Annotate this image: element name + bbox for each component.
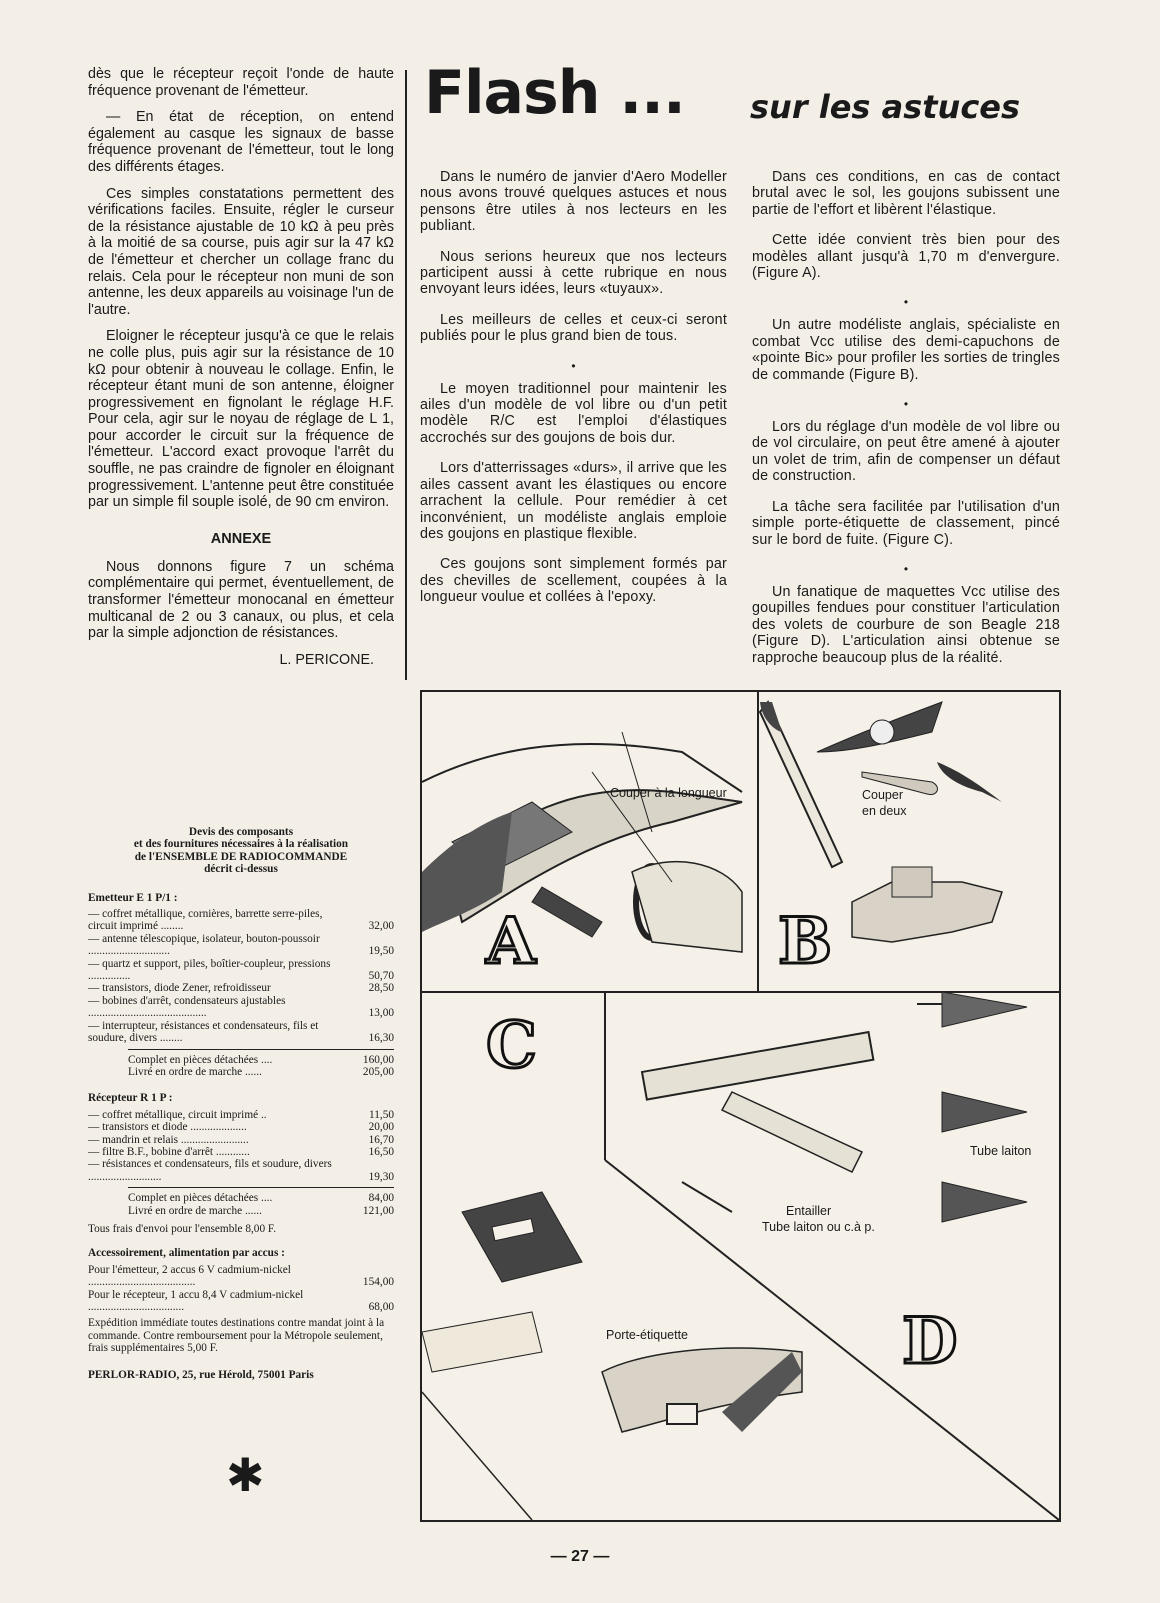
- price-row-value: 16,50: [368, 1145, 394, 1158]
- right-column: [752, 169, 1060, 680]
- annexe-text: Nous donnons figure 7 un schéma complémentaire qui permet, éventuellement, de transformer l'émetteur monocanal en émetteur multicanal de 2 ou 3 canaux, ou plus, et cela par la simple adjonction de résistances.: [88, 558, 394, 642]
- price-row-label: — interrupteur, résistances et condensateurs, fils et soudure, divers ........: [88, 1019, 319, 1045]
- bullet-separator: •: [903, 561, 909, 576]
- price-row-label: Complet en pièces détachées ....: [128, 1053, 273, 1066]
- title-main: Flash ...: [424, 58, 685, 128]
- total-rule: [128, 1049, 394, 1050]
- quote-heading-line: et des fournitures nécessaires à la réalisation: [133, 838, 349, 851]
- recepteur-totals: [88, 1192, 394, 1217]
- right-paragraph: Dans ces conditions, en cas de contact brutal avec le sol, les goujons subissent une partie de l'effort et libèrent l'élastique.: [752, 169, 1060, 218]
- price-row-value: 16,30: [368, 1032, 394, 1045]
- left-paragraph: dès que le récepteur reçoit l'onde de haute fréquence provenant de l'émetteur.: [88, 66, 394, 99]
- price-row-label: — transistors, diode Zener, refroidisseur: [88, 982, 271, 995]
- quote-heading-line: décrit ci-dessus: [204, 863, 278, 876]
- price-row-value: 11,50: [369, 1108, 394, 1121]
- parts-quote: [88, 826, 394, 1381]
- price-row: [88, 1264, 394, 1289]
- emetteur-totals: [88, 1054, 394, 1079]
- caption-couper: Couper: [862, 788, 903, 802]
- right-paragraph: Un autre modéliste anglais, spécialiste en combat Vcc utilise des demi-capuchons de «pointe Bic» pour profiler les sorties de tringles de commande (Figure B).: [752, 317, 1060, 383]
- figure-label-a: A: [486, 904, 536, 979]
- price-row: [88, 1289, 394, 1314]
- accus-items: [88, 1264, 394, 1314]
- mid-paragraph: Ces goujons sont simplement formés par des chevilles de scellement, coupées à la longueur voulue et collées à l'epoxy.: [420, 556, 727, 606]
- price-row-value: 32,00: [368, 920, 394, 933]
- price-row: [88, 1134, 394, 1146]
- annexe-title: ANNEXE: [210, 530, 272, 547]
- price-row: [88, 908, 394, 933]
- price-row: [88, 933, 394, 958]
- page-number: — 27 —: [550, 1548, 610, 1565]
- price-row-label: — résistances et condensateurs, fils et soudure, divers ..........................: [88, 1158, 332, 1183]
- recepteur-items: [88, 1109, 394, 1183]
- expedition-note: Expédition immédiate toutes destinations contre mandat joint à la commande. Contre remboursement pour la Métropole seulement, frais supplémentaires 5,00 F.: [88, 1317, 385, 1355]
- mid-paragraph: Lors d'atterrissages «durs», il arrive que les ailes cassent avant les élastiques ou encore arrachent la cellule. Pour remédier à cet inconvénient, un modéliste anglais emploie des goujons en plastique flexible.: [420, 460, 727, 542]
- middle-column: [420, 169, 727, 620]
- quote-heading-line: Devis des composants: [188, 826, 294, 838]
- price-row-value: 154,00: [362, 1276, 394, 1289]
- price-row-value: 16,70: [368, 1133, 394, 1146]
- bullet-separator: •: [903, 397, 909, 412]
- figure-c-drawing: [422, 1032, 873, 1372]
- recepteur-title: Récepteur R 1 P :: [88, 1092, 173, 1105]
- caption-entailler: Entailler: [786, 1204, 832, 1218]
- price-row-value: 50,70: [368, 970, 394, 983]
- figure-label-b: B: [778, 904, 833, 979]
- price-row: [88, 1109, 394, 1121]
- price-row-label: — mandrin et relais ........................: [88, 1133, 249, 1146]
- mid-paragraph: Les meilleurs de celles et ceux-ci seront publiés pour le plus grand bien de tous.: [420, 311, 727, 345]
- price-row-label: — antenne télescopique, isolateur, bouton-poussoir .............................: [88, 932, 320, 958]
- left-paragraph: Eloigner le récepteur jusqu'à ce que le relais ne colle plus, puis agir sur la résistance de 10 kΩ pour obtenir à nouveau le collage. Enfin, le récepteur étant muni de son antenne, éloigner progressivement en fignolant le réglage H.F. Pour cela, agir sur le noyau de réglage de L 1, pour accorder le circuit sur la fréquence de l'émetteur. L'accord exact provoque l'arrêt du souffle, ne pas craindre de fignoler en éloignant progressivement. L'antenne peut être constituée par un simple fil souple isolé, de 90 cm environ.: [88, 328, 394, 511]
- quote-heading: [88, 826, 394, 876]
- column-divider: [405, 70, 407, 680]
- figure-label-d: D: [902, 1304, 958, 1379]
- price-row-value: 84,00: [368, 1192, 394, 1205]
- price-row: [88, 995, 394, 1020]
- mid-paragraph: Le moyen traditionnel pour maintenir les ailes d'un modèle de vol libre ou d'un petit modèle R/C est l'emploi d'élastiques accrochés sur des goujons de bois dur.: [420, 380, 727, 446]
- mid-paragraph: Dans le numéro de janvier d'Aero Modeller nous avons trouvé quelques astuces et nous pensons être utiles à nos lecteurs en les publiant.: [420, 169, 727, 235]
- price-row-label: — filtre B.F., bobine d'arrêt ............: [88, 1145, 250, 1158]
- price-row-value: 68,00: [368, 1301, 394, 1313]
- price-row-label: — transistors et diode ....................: [88, 1121, 247, 1134]
- mid-paragraph: Nous serions heureux que nos lecteurs participent aussi à cette rubrique en nous envoyant leurs idées, leurs «tuyaux».: [420, 248, 727, 298]
- price-row: [88, 1192, 394, 1204]
- emetteur-items: [88, 908, 394, 1044]
- bullet-separator: •: [903, 295, 909, 310]
- price-row: [88, 1020, 394, 1045]
- caption-en-deux: en deux: [862, 804, 907, 818]
- price-row: [88, 1054, 394, 1066]
- price-row-label: Livré en ordre de marche ......: [128, 1204, 262, 1217]
- asterisk-ornament: ✱: [226, 1449, 265, 1501]
- total-rule: [128, 1187, 394, 1188]
- price-row: [88, 1205, 394, 1217]
- figure-a-drawing: [422, 732, 742, 952]
- price-row: [88, 1121, 394, 1133]
- price-row: [88, 958, 394, 983]
- left-column: [88, 66, 394, 668]
- right-paragraph: Un fanatique de maquettes Vcc utilise des goupilles fendues pour constituer l'articulation des volets de courbure de son Beagle 218 (Figure D). L'articulation ainsi obtenue se rapproche beaucoup plus de la réalité.: [752, 583, 1060, 666]
- emetteur-title: Emetteur E 1 P/1 :: [88, 891, 178, 904]
- price-row: [88, 982, 394, 994]
- price-row-value: 13,00: [368, 1007, 394, 1020]
- right-paragraph: Lors du réglage d'un modèle de vol libre ou de vol circulaire, on peut être amené à ajouter un volet de trim, afin de compenser un défaut de construction.: [752, 419, 1060, 485]
- quote-heading-line: de l'ENSEMBLE DE RADIOCOMMANDE: [134, 850, 348, 863]
- figures-panel: [420, 690, 1061, 1522]
- price-row-label: Pour le récepteur, 1 accu 8,4 V cadmium-nickel ..................................: [88, 1288, 304, 1313]
- price-row-value: 28,50: [368, 982, 394, 995]
- author-signature: L. PERICONE.: [279, 651, 374, 668]
- right-paragraph: Cette idée convient très bien pour des modèles allant jusqu'à 1,70 m d'envergure. (Figure A).: [752, 232, 1060, 282]
- perlor-address: PERLOR-RADIO, 25, rue Hérold, 75001 Paris: [88, 1368, 314, 1381]
- price-row-label: Livré en ordre de marche ......: [128, 1065, 262, 1078]
- figure-label-c: C: [486, 1008, 537, 1083]
- left-paragraph: — En état de réception, on entend également au casque les signaux de basse fréquence provenant de l'émetteur, tout le long des différents étages.: [88, 109, 394, 175]
- price-row-value: 19,30: [368, 1170, 394, 1183]
- price-row-label: Pour l'émetteur, 2 accus 6 V cadmium-nickel ......................................: [88, 1263, 291, 1289]
- left-paragraph: Ces simples constatations permettent des vérifications faciles. Ensuite, régler le curseur de la résistance ajustable de 10 kΩ à peu près à la moitié de sa course, puis agir sur la 47 kΩ de l'émetteur et chercher un collage franc du relais. Cela pour le récepteur non muni de son antenne, les deux appareils au voisinage l'un de l'autre.: [88, 185, 394, 318]
- price-row-value: 121,00: [362, 1204, 394, 1217]
- caption-tube-laiton: Tube laiton: [970, 1144, 1032, 1158]
- price-row-value: 160,00: [362, 1053, 394, 1066]
- price-row-value: 205,00: [362, 1065, 394, 1078]
- title-sub: sur les astuces: [750, 88, 1021, 126]
- price-row: [88, 1066, 394, 1078]
- price-row-label: — bobines d'arrêt, condensateurs ajustables ..........................................: [88, 994, 286, 1020]
- figures-illustration: [422, 692, 1059, 1520]
- bullet-separator: •: [571, 358, 576, 373]
- price-row-value: 20,00: [368, 1121, 394, 1134]
- article-title: [424, 58, 1064, 138]
- caption-porte-etiquette: Porte-étiquette: [606, 1328, 688, 1342]
- frais-note: Tous frais d'envoi pour l'ensemble 8,00 F.: [88, 1222, 277, 1235]
- price-row: [88, 1146, 394, 1158]
- caption-tube-laiton-cap: Tube laiton ou c.à p.: [762, 1220, 875, 1234]
- caption-couper-longueur: Couper à la longueur: [610, 786, 727, 800]
- price-row-label: Complet en pièces détachées ....: [128, 1192, 273, 1205]
- price-row-label: — quartz et support, piles, boîtier-coupleur, pressions ...............: [88, 957, 331, 983]
- price-row-value: 19,50: [368, 945, 394, 958]
- price-row-label: — coffret métallique, cornières, barrette serre-piles, circuit imprimé ........: [88, 908, 323, 933]
- price-row: [88, 1158, 394, 1183]
- right-paragraph: La tâche sera facilitée par l'utilisation d'un simple porte-étiquette de classement, pincé sur le bord de fuite. (Figure C).: [752, 498, 1060, 548]
- price-row-label: — coffret métallique, circuit imprimé ..: [88, 1108, 267, 1121]
- accus-title: Accessoirement, alimentation par accus :: [88, 1247, 285, 1260]
